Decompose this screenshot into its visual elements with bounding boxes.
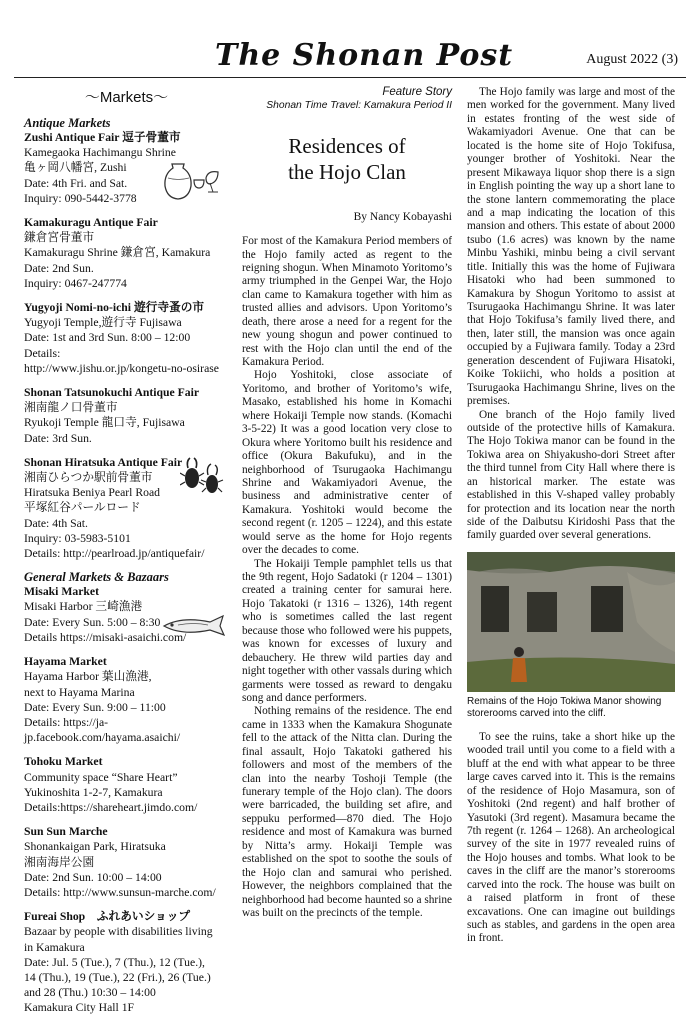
headline [242, 133, 452, 185]
byline: By Nancy Kobayashi [353, 211, 452, 224]
series-title: Shonan Time Travel: Kamakura Period II [266, 100, 452, 111]
market-detail: Date: Every Sun. 9:00 – 11:00 [24, 700, 166, 714]
article-paragraph: To see the ruins, take a short hike up the wooded trail until you come to a field with a bluff at the end with what appear to be three large caves carved into it. This is the remains of the residence of Hojo Masamura, son of Yoshitoki (2nd regent) and half brother of Yasutoki (3rd regent). Masamura became the 7th regent (r. 1264 – 1268). An archeological survey of the site in 1977 revealed ruins of the Hojo houses and tombs. What look to be caves in the cliff are the manor’s storerooms carved into the rock. The house was built on a raised platform in front of these excavations. One can imagine out buildings such as stables, and gardens in the open area in front. [467, 730, 675, 945]
market-detail: Details:https://shareheart.jimdo.com/ [24, 800, 198, 814]
masthead [0, 0, 700, 80]
article-paragraph: Hojo Yoshitoki, close associate of Yoritomo, and brother of Yoritomo’s wife, Masako, established his home in Komachi where Hokaiji Temple now stands. (Komachi 3-5-22) It was a good location very close to Okura where Yoritomo built his residence and office (Okura Bakufuku), and in the neighborhood of Tsurugaoka Hachimangu Shrine and Wakamiyadori Avenue, the business and administrative center of Kamakura. Yoshitoki would become the second regent (r. 1205 – 1224), and this estate would serve as the home for Hojo regents over the decades to come. [242, 369, 452, 557]
article-paragraph: The Hokaiji Temple pamphlet tells us that the 9th regent, Hojo Sadatoki (r 1204 – 1301) created a training center for samurai here. Hojo Takatoki (r 1316 – 1326), 14th regent who is sometimes called the last regent because those who followed were his puppets, was known for excesses of luxury and debauchery. He threw wild parties day and night together with other vassals during which garments were tossed as reward to dengaku song and dance performers. [242, 557, 452, 704]
market-detail: Kamakuragu Shrine 鎌倉宮, Kamakura [24, 246, 211, 260]
market-detail: Shonankaigan Park, Hiratsuka [24, 840, 166, 854]
market-detail: Inquiry: 03-5983-5101 [24, 531, 131, 545]
market-detail: Hiratsuka Beniya Pearl Road [24, 486, 160, 500]
market-name: Yugyoji Nomi-no-ichi 遊行寺蚤の市 [24, 301, 205, 315]
headline-line-1: Residences of [288, 134, 406, 158]
market-detail: http://www.jishu.or.jp/kongetu-no-osirase [24, 361, 219, 375]
market-detail: 平塚紅谷パールロード [24, 501, 141, 515]
market-name: Hayama Market [24, 655, 107, 669]
market-detail: Date: 3rd Sun. [24, 431, 92, 445]
market-detail: Details: [24, 346, 61, 360]
market-detail: Date: 4th Sat. [24, 516, 88, 530]
market-detail: Hayama Harbor 葉山漁港, [24, 670, 152, 684]
market-detail: and 28 (Thu.) 10:30 – 14:00 [24, 986, 156, 1000]
article-body-1 [242, 235, 452, 920]
market-detail: Date: Jul. 5 (Tue.), 7 (Thu.), 12 (Tue.), [24, 955, 205, 969]
market-detail: Kamakura City Hall 1F [24, 1001, 135, 1015]
market-detail: Kamegaoka Hachimangu Shrine [24, 146, 176, 160]
market-detail: Inquiry: 0467-247774 [24, 276, 127, 290]
market-entry [24, 215, 229, 291]
photo-caption: Remains of the Hojo Tokiwa Manor showing storerooms carved into the cliff. [467, 695, 662, 720]
market-detail: Yukinoshita 1-2-7, Kamakura [24, 785, 163, 799]
ruins-photo [467, 552, 675, 692]
market-entry [24, 385, 229, 446]
market-detail: Ryukoji Temple 龍口寺, Fujisawa [24, 416, 185, 430]
market-detail: jp.facebook.com/hayama.asaichi/ [24, 731, 181, 745]
article-paragraph: For most of the Kamakura Period members of the Hojo family acted as regent to the reigning shogun. When Minamoto Yoritomo’s army triumphed in the Genpei War, the Hojo clan came to Kamakura together with him as trusted allies and advisors. Upon Yoritomo’s death, there arose a need for a regent for the new young shogun and power continued to rest with the Hojo clan until the end of the Kamakura Period. [242, 235, 452, 368]
market-entry [24, 300, 229, 376]
antique-heading: Antique Markets [24, 116, 111, 130]
market-detail: Community space “Share Heart” [24, 770, 178, 784]
market-entry [24, 909, 229, 1015]
market-name: Misaki Market [24, 585, 99, 599]
article-paragraph: One branch of the Hojo family lived outside of the protective hills of Kamakura. The Hojo Tokiwa manor can be found in the Tokiwa area on Shiyakusho-dori Street after the third tunnel from City Hall where there is an historical marker. The estate was established in this V-shaped valley probably for protection and its location near the north side of the Daibutsu Kiridoshi Pass that the family guarded over several generations. [467, 408, 675, 542]
market-name: Shonan Hiratsuka Antique Fair [24, 455, 183, 469]
fish-icon [160, 613, 228, 639]
issue-date: August 2022 (3) [586, 52, 678, 67]
article-paragraph: Nothing remains of the residence. The end came in 1333 when the Kamakura Shogunate fell to the attack of the Nitta clan. During the final assault, Hojo Takatoki gathered his followers and most of the members of the clan into the nearby Toshoji Temple (the funerary temple of the Hojo clan). The doors were barricaded, the building set afire, and seppuku performed—870 died. The Hojo residence and most of Kamakura was burned by Nitta’s army. Hokaiji Temple was established on the spot to soothe the souls of the Hojo clan and samurai who perished. However, the neighbors complained that the neighborhood had become haunted so a shrine was built on the precincts of the temple. [242, 705, 452, 919]
headline-line-2: the Hojo Clan [288, 160, 406, 185]
feature-column [242, 86, 452, 920]
general-heading: General Markets & Bazaars [24, 570, 169, 585]
market-detail: Date: 4th Fri. and Sat. [24, 176, 128, 190]
market-detail: 湘南海岸公園 [24, 855, 95, 869]
market-detail: in Kamakura [24, 940, 85, 954]
newspaper-title: The Shonan Post [215, 38, 514, 73]
article-paragraph: The Hojo family was large and most of the men worked for the government. Many lived in estates fronting of the west side of Wakamiyadori Avenue. One that can be located is the home site of Hojo Tokifusa, younger brother of Yoshitoki. Near the present Mikawaya liquor shop there is a sign in English pointing the way up a short lane to the stone lantern commemorating the place and a map indicating the location of this mansion and others. This estate of about 2000 tsubo (1.6 acres) was known by the name Minbu Yashiki, minbu being a civil servant title. Initially this was the home of Fujiwara Hisatoki who had been summoned to Kamakura by Shogun Yoritomo to assist at Tsurugaoka Hachimangu Shrine. It was later that Hojo Tokifusa’s family lived there, and then, later still, the mansion was once again occupied by a Fujiwara family. Today a 23rd generation descendent of Fujiwara Hisatoki, Koike Tokiichi, who holds a position at Tsurugaoka Hachimangu Shrine, lives on the premises. [467, 86, 675, 408]
feature-kicker: Feature Story [382, 86, 452, 98]
market-name: Shonan Tatsunokuchi Antique Fair [24, 386, 200, 400]
article-continued-column [467, 86, 675, 946]
beetles-icon [180, 452, 224, 502]
market-entry [24, 824, 229, 900]
market-detail: Bazaar by people with disabilities living [24, 925, 213, 939]
market-detail: Date: 2nd Sun. 10:00 – 14:00 [24, 870, 162, 884]
market-detail: 鎌倉宮骨董市 [24, 231, 95, 245]
market-detail: Date: 2nd Sun. [24, 261, 94, 275]
masthead-rule [14, 77, 686, 78]
market-detail: next to Hayama Marina [24, 685, 135, 699]
markets-column [24, 86, 229, 1025]
general-list [24, 584, 229, 1015]
markets-heading: ～Markets～ [84, 89, 169, 106]
market-detail: 14 (Thu.), 19 (Tue.), 22 (Fri.), 26 (Tue.) [24, 970, 211, 984]
market-name: Fureai Shop ふれあいショップ [24, 910, 191, 924]
market-detail: Details https://misaki-asaichi.com/ [24, 630, 187, 644]
market-detail: Details: http://pearlroad.jp/antiquefair/ [24, 547, 205, 561]
market-detail: 湘南ひらつか駅前骨董市 [24, 471, 153, 485]
market-detail: Yugyoji Temple,遊行寺 Fujisawa [24, 316, 182, 330]
market-detail: 湘南龍ノ口骨董市 [24, 401, 118, 415]
market-detail: Inquiry: 090-5442-3778 [24, 191, 137, 205]
pottery-icon [158, 158, 224, 204]
market-detail: Misaki Harbor 三崎漁港 [24, 600, 143, 614]
market-entry [24, 754, 229, 815]
market-entry [24, 654, 229, 745]
article-body-2 [467, 86, 675, 543]
market-detail: 亀ヶ岡八幡宮, Zushi [24, 161, 127, 175]
market-name: Tohoku Market [24, 755, 103, 769]
market-detail: Details: http://www.sunsun-marche.com/ [24, 885, 216, 899]
market-detail: Details: https://ja- [24, 715, 109, 729]
market-name: Zushi Antique Fair 逗子骨董市 [24, 131, 181, 144]
market-detail: Date: 1st and 3rd Sun. 8:00 – 12:00 [24, 331, 191, 345]
market-name: Kamakuragu Antique Fair [24, 216, 158, 230]
market-name: Sun Sun Marche [24, 825, 108, 839]
market-detail: Date: Every Sun. 5:00 – 8:30 [24, 615, 161, 629]
article-body-3 [467, 731, 675, 946]
